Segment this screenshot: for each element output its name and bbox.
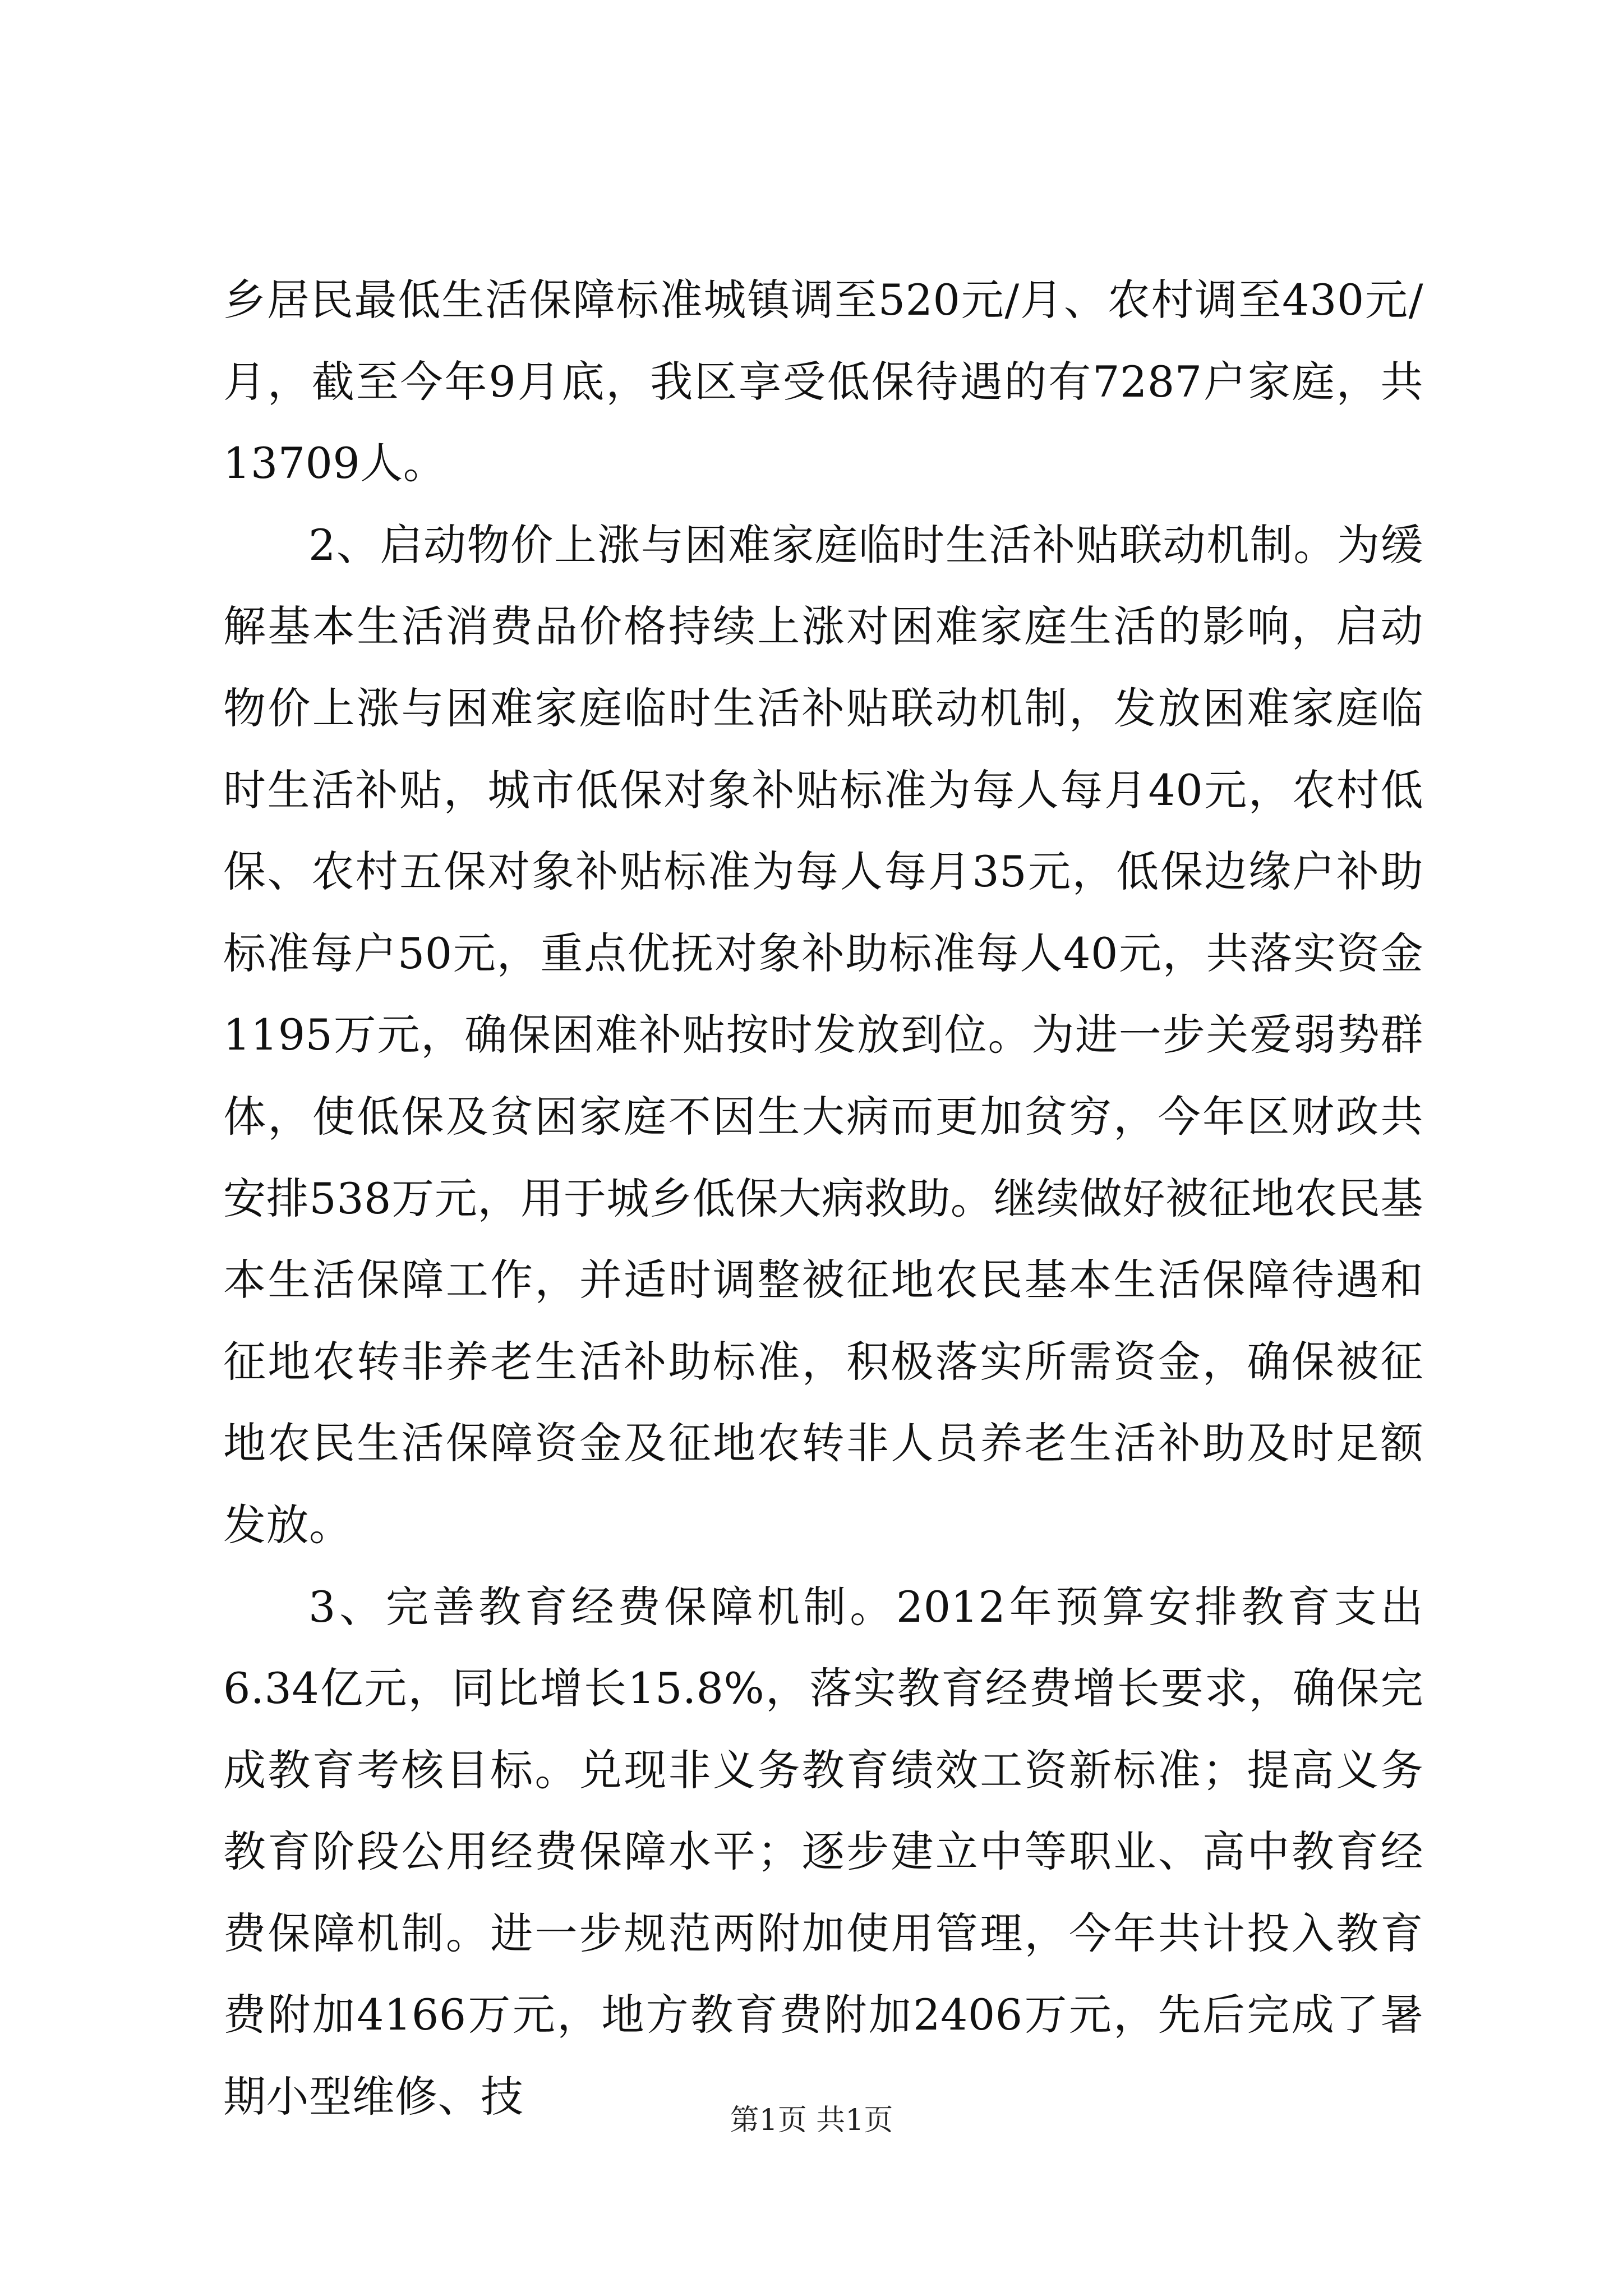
paragraph-3: 3、完善教育经费保障机制。2012年预算安排教育支出6.34亿元，同比增长15.8%，落实教育经费增长要求，确保完成教育考核目标。兑现非义务教育绩效工资新标准；提高义务教育阶段公用经费保障水平；逐步建立中等职业、高中教育经费保障机制。进一步规范两附加使用管理，今年共计投入教育费附加4166万元，地方教育费附加2406万元，先后完成了暑期小型维修、技 [223, 1581, 1423, 2122]
paragraph-1: 乡居民最低生活保障标准城镇调至520元/月、农村调至430元/月，截至今年9月底，我区享受低保待遇的有7287户家庭，共13709人。 [223, 275, 1423, 489]
paragraph-2: 2、启动物价上涨与困难家庭临时生活补贴联动机制。为缓解基本生活消费品价格持续上涨对困难家庭生活的影响，启动物价上涨与困难家庭临时生活补贴联动机制，发放困难家庭临时生活补贴，城市低保对象补贴标准为每人每月40元，农村低保、农村五保对象补贴标准为每人每月35元，低保边缘户补助标准每户50元，重点优抚对象补助标准每人40元，共落实资金1195万元，确保困难补贴按时发放到位。为进一步关爱弱势群体，使低保及贫困家庭不因生大病而更加贫穷，今年区财政共安排538万元，用于城乡低保大病救助。继续做好被征地农民基本生活保障工作，并适时调整被征地农民基本生活保障待遇和征地农转非养老生活补助标准，积极落实所需资金，确保被征地农民生活保障资金及征地农转非人员养老生活补助及时足额发放。 [223, 519, 1423, 1550]
page-footer: 第1页 共1页 [730, 2104, 893, 2137]
document-body [223, 259, 1423, 2138]
